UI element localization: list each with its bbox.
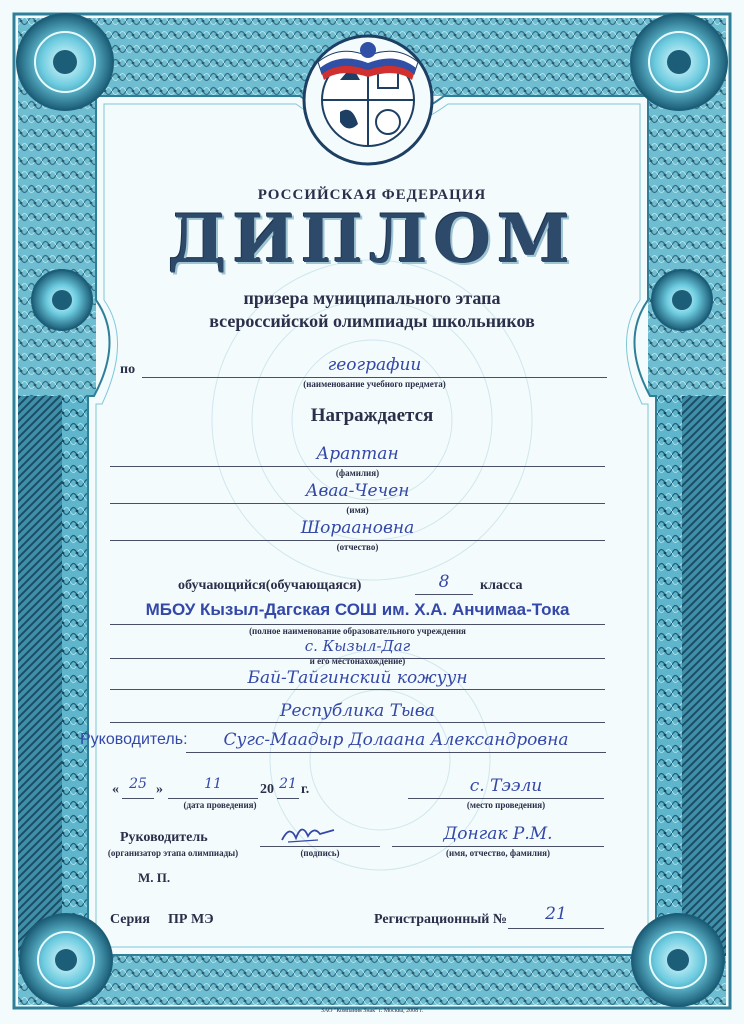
organizer-name: Донгак Р.М. (443, 824, 553, 844)
supervisor-label: Руководитель: (80, 731, 188, 748)
name-line (110, 503, 605, 504)
date-day: 25 (129, 776, 147, 792)
organizer-caption: (организатор этапа олимпиады) (107, 848, 239, 858)
place-caption: (место проведения) (466, 800, 546, 810)
subtitle-line-2: всероссийской олимпиады школьников (209, 311, 535, 331)
grade-value: 8 (438, 572, 450, 592)
subject-prefix: по (120, 362, 136, 377)
grade-line (415, 594, 473, 595)
republic-value: Республика Тыва (280, 701, 435, 721)
subject-line (142, 377, 607, 378)
surname-line (110, 466, 605, 467)
country-label: РОССИЙСКАЯ ФЕДЕРАЦИЯ (257, 187, 487, 203)
registration-value: 21 (545, 904, 567, 924)
district-line (110, 689, 605, 690)
registration-label: Регистрационный № (374, 912, 507, 927)
date-year-prefix: 20 (260, 782, 274, 797)
school-caption: (полное наименование образовательного учреждения (249, 626, 466, 636)
diploma-title: ДИПЛОМ (167, 200, 577, 278)
date-open-quote: « (112, 782, 119, 797)
date-day-line (122, 798, 154, 799)
place-value: с. Тээли (469, 776, 543, 796)
rosette-bottom-left-icon (20, 914, 112, 1006)
student-prefix: обучающийся(обучающаяся) (178, 578, 362, 593)
olympiad-emblem-icon (304, 36, 432, 164)
district-value: Бай-Тайгинский кожуун (247, 668, 468, 688)
supervisor-line (186, 752, 606, 753)
supervisor-name: Сугс-Маадыр Долаана Александровна (223, 730, 569, 750)
date-close-quote: » (156, 782, 163, 797)
rosette-top-left-icon (17, 14, 113, 110)
patronymic-caption: (отчество) (336, 542, 379, 552)
subtitle-line-1: призера муниципального этапа (243, 288, 501, 308)
name-caption: (имя) (346, 505, 369, 515)
organizer-name-line (392, 846, 604, 847)
series-value: ПР МЭ (168, 912, 214, 927)
patronymic-value: Шораановна (300, 518, 415, 538)
surname-caption: (фамилия) (335, 468, 380, 478)
date-year-suffix: г. (301, 782, 310, 797)
organizer-label: Руководитель (120, 830, 208, 845)
date-year: 21 (279, 776, 297, 792)
republic-line (110, 722, 605, 723)
subject-caption: (наименование учебного предмета) (303, 379, 446, 389)
school-name: МБОУ Кызыл-Дагская СОШ им. Х.А. Анчимаа-Тока (145, 600, 570, 619)
rosette-bottom-right-icon (632, 914, 724, 1006)
rosette-top-right-icon (631, 14, 727, 110)
name-value: Аваа-Чечен (305, 481, 410, 501)
stamp-label: М. П. (138, 870, 171, 885)
patronymic-line (110, 540, 605, 541)
date-caption: (дата проведения) (183, 800, 257, 810)
place-line (408, 798, 604, 799)
organizer-name-caption: (имя, отчество, фамилия) (445, 848, 551, 858)
subject-value: географии (327, 355, 422, 375)
signature-icon (278, 818, 338, 848)
series-label: Серия (110, 912, 150, 927)
village-value: с. Кызыл-Даг (304, 637, 411, 655)
school-line (110, 624, 605, 625)
location-caption: и его местонахождение) (309, 656, 406, 666)
date-month: 11 (204, 776, 222, 792)
printer-note: ЗАО "Компания Знак" г. Москва, 2008 г. (321, 1008, 423, 1014)
awarded-label: Награждается (310, 405, 434, 426)
registration-line (508, 928, 604, 929)
signature-caption: (подпись) (300, 848, 340, 858)
date-month-line (168, 798, 258, 799)
student-suffix: класса (480, 578, 523, 593)
date-year-line (277, 798, 299, 799)
surname-value: Араптан (316, 444, 399, 464)
